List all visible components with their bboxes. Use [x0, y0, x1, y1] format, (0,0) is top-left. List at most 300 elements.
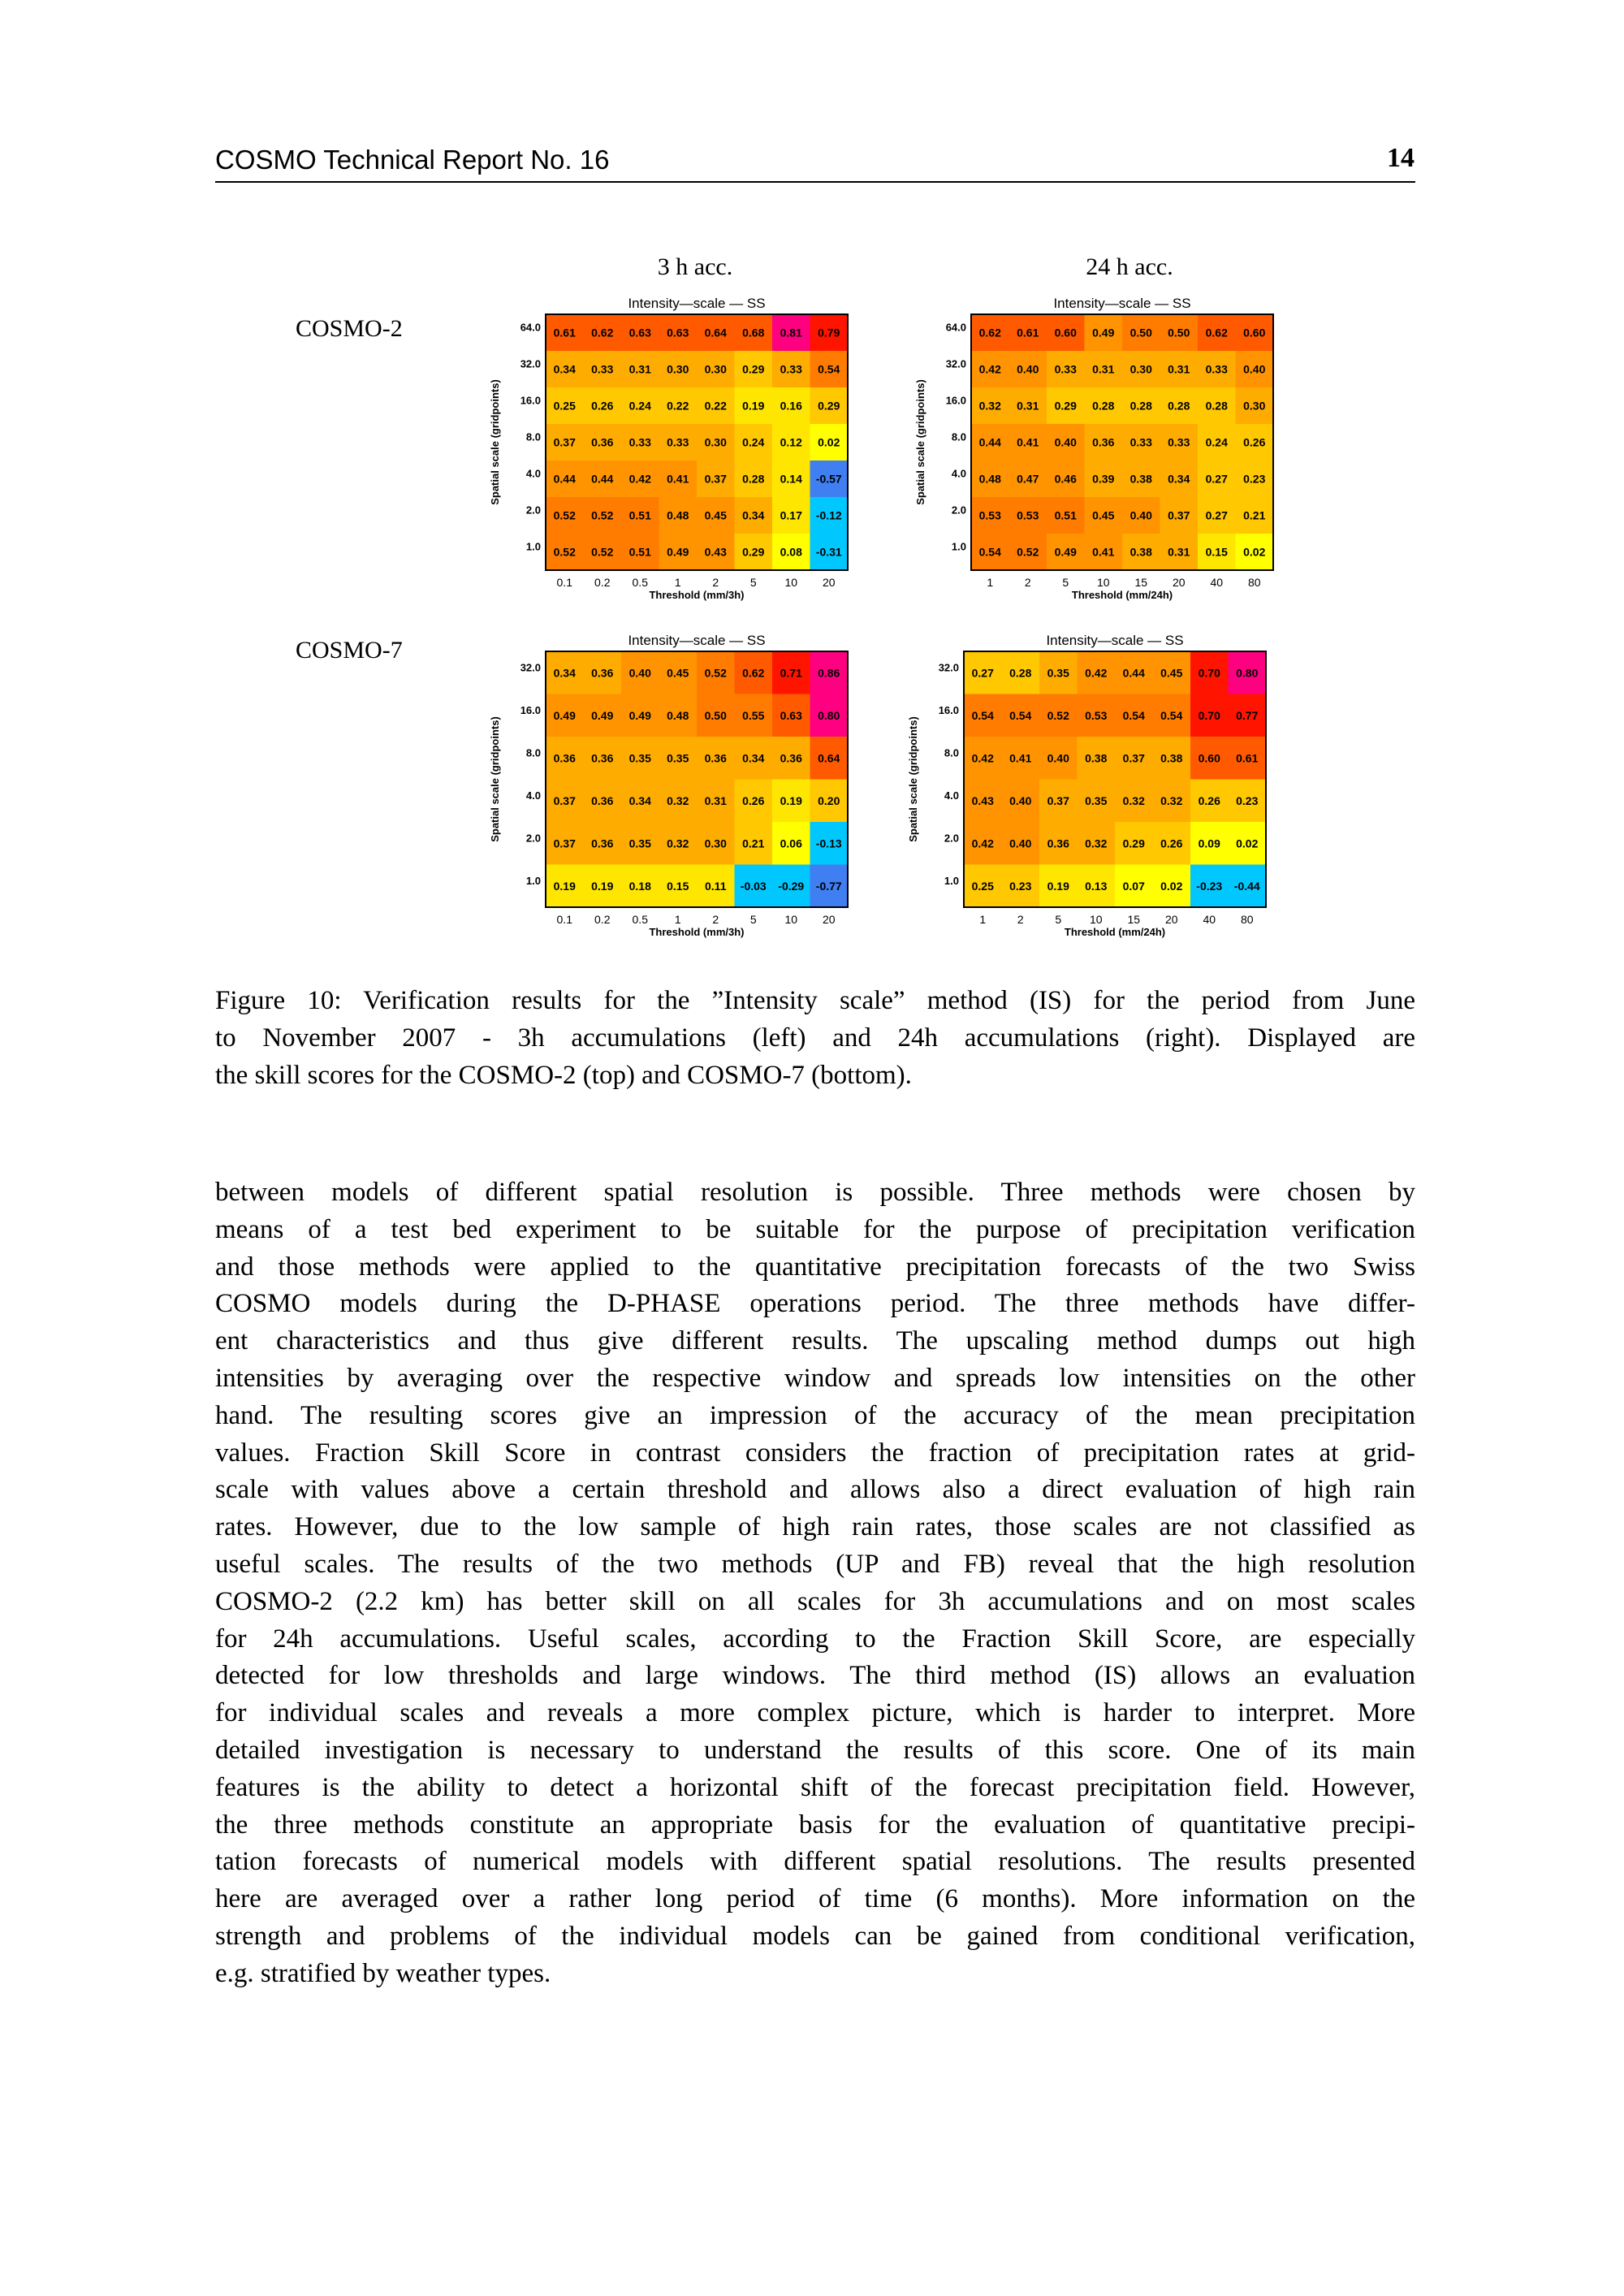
- x-tick-label: 40: [1203, 913, 1216, 926]
- heatmap-cosmo2-24h: [906, 282, 1296, 627]
- body-line: intensities by averaging over the respective window and spreads low intensities on the other: [215, 1363, 1415, 1393]
- y-tick-label: 4.0: [944, 789, 959, 802]
- cell-value-label: 0.52: [591, 545, 614, 559]
- cell-value-label: 0.48: [667, 508, 689, 522]
- x-tick-label: 2: [712, 576, 719, 589]
- cell-value-label: 0.23: [1236, 793, 1259, 807]
- cell-value-label: 0.41: [1017, 435, 1039, 449]
- cell-value-label: 0.30: [1129, 362, 1152, 376]
- cell-value-label: 0.27: [1205, 508, 1228, 522]
- cell-value-label: 0.30: [704, 362, 727, 376]
- body-line: ent characteristics and thus give different results. The upscaling method dumps out high: [215, 1326, 1415, 1356]
- cell-value-label: 0.40: [1129, 508, 1152, 522]
- cell-value-label: 0.40: [1054, 435, 1077, 449]
- cell-value-label: 0.32: [1122, 793, 1145, 807]
- caption-line: Figure 10: Verification results for the ”Intensity scale” method (IS) for the period from June: [215, 986, 1415, 1015]
- cell-value-label: 0.12: [780, 435, 802, 449]
- x-tick-label: 80: [1240, 913, 1254, 926]
- column-title-3h: 3 h acc.: [657, 253, 733, 280]
- cell-value-label: 0.42: [971, 751, 994, 765]
- cell-value-label: 0.38: [1129, 472, 1152, 486]
- body-line: means of a test bed experiment to be suitable for the purpose of precipitation verification: [215, 1214, 1415, 1244]
- cell-value-label: 0.60: [1054, 326, 1077, 339]
- cell-value-label: 0.23: [1009, 879, 1032, 893]
- cell-value-label: 0.34: [553, 666, 576, 680]
- y-tick-label: 4.0: [951, 467, 966, 480]
- cell-value-label: 0.33: [1129, 435, 1152, 449]
- cell-value-label: 0.15: [667, 879, 689, 893]
- cell-value-label: 0.62: [1205, 326, 1228, 339]
- cell-value-label: 0.47: [1017, 472, 1039, 486]
- cell-value-label: 0.53: [1085, 708, 1108, 722]
- cell-value-label: 0.80: [818, 708, 840, 722]
- cell-value-label: 0.54: [978, 545, 1001, 559]
- cell-value-label: 0.42: [971, 837, 994, 850]
- cell-value-label: 0.33: [780, 362, 802, 376]
- heatmap-svg: [906, 282, 1296, 623]
- cell-value-label: 0.08: [780, 545, 802, 559]
- cell-value-label: 0.34: [742, 508, 765, 522]
- cell-value-label: 0.32: [1085, 837, 1108, 850]
- cell-value-label: 0.45: [1160, 666, 1183, 680]
- cell-value-label: 0.40: [1017, 362, 1039, 376]
- cell-value-label: 0.40: [1009, 793, 1032, 807]
- x-tick-label: 0.5: [632, 576, 648, 589]
- cell-value-label: 0.46: [1054, 472, 1077, 486]
- y-tick-label: 1.0: [944, 874, 959, 887]
- figure-caption: [215, 983, 1415, 1094]
- cell-value-label: 0.34: [628, 793, 651, 807]
- cell-value-label: 0.22: [667, 399, 689, 413]
- cell-value-label: 0.21: [1243, 508, 1266, 522]
- y-axis-label: Spatial scale (gridpoints): [914, 379, 926, 505]
- cell-value-label: -0.12: [815, 508, 842, 522]
- cell-value-label: 0.63: [780, 708, 802, 722]
- cell-value-label: 0.30: [1243, 399, 1266, 413]
- cell-value-label: 0.50: [1129, 326, 1152, 339]
- y-tick-label: 16.0: [945, 394, 966, 407]
- body-line: values. Fraction Skill Score in contrast considers the fraction of precipitation rates at grid-: [215, 1438, 1415, 1468]
- cell-value-label: 0.19: [591, 879, 614, 893]
- cell-value-label: 0.33: [667, 435, 689, 449]
- y-axis-label: Spatial scale (gridpoints): [489, 716, 501, 842]
- cell-value-label: 0.44: [978, 435, 1001, 449]
- page-number: 14: [1387, 143, 1415, 173]
- x-axis-label: Threshold (mm/3h): [649, 589, 745, 601]
- y-tick-label: 32.0: [520, 357, 541, 370]
- cell-value-label: 0.60: [1243, 326, 1266, 339]
- x-tick-label: 0.1: [556, 576, 572, 589]
- y-tick-label: 1.0: [951, 540, 966, 553]
- cell-value-label: 0.14: [780, 472, 802, 486]
- cell-value-label: 0.44: [591, 472, 614, 486]
- cell-value-label: 0.63: [628, 326, 651, 339]
- cell-value-label: -0.77: [815, 879, 842, 893]
- column-title-24h: 24 h acc.: [1086, 253, 1173, 280]
- y-tick-label: 2.0: [951, 504, 966, 517]
- cell-value-label: 0.23: [1243, 472, 1266, 486]
- y-tick-label: 4.0: [525, 789, 541, 802]
- cell-value-label: 0.02: [818, 435, 840, 449]
- cell-value-label: 0.54: [1009, 708, 1032, 722]
- cell-value-label: 0.49: [1054, 545, 1077, 559]
- body-line: for 24h accumulations. Useful scales, according to the Fraction Skill Score, are especially: [215, 1624, 1415, 1654]
- cell-value-label: 0.49: [667, 545, 689, 559]
- cell-value-label: 0.32: [667, 793, 689, 807]
- body-line: features is the ability to detect a horizontal shift of the forecast precipitation field. However,: [215, 1772, 1415, 1802]
- cell-value-label: 0.61: [1236, 751, 1259, 765]
- body-line: useful scales. The results of the two methods (UP and FB) reveal that the high resolution: [215, 1549, 1415, 1579]
- x-tick-label: 20: [1164, 913, 1178, 926]
- y-tick-label: 8.0: [951, 430, 966, 443]
- cell-value-label: 0.55: [742, 708, 765, 722]
- cell-value-label: 0.09: [1198, 837, 1220, 850]
- cell-value-label: 0.32: [667, 837, 689, 850]
- x-tick-label: 5: [1062, 576, 1069, 589]
- cell-value-label: 0.32: [978, 399, 1001, 413]
- cell-value-label: 0.36: [704, 751, 727, 765]
- cell-value-label: 0.36: [591, 666, 614, 680]
- cell-value-label: 0.37: [704, 472, 727, 486]
- cell-value-label: 0.11: [705, 879, 727, 893]
- body-line: detected for low thresholds and large windows. The third method (IS) allows an evaluation: [215, 1661, 1415, 1691]
- cell-value-label: 0.24: [1205, 435, 1228, 449]
- cell-value-label: 0.71: [780, 666, 802, 680]
- cell-value-label: -0.29: [778, 879, 805, 893]
- cell-value-label: 0.52: [591, 508, 614, 522]
- cell-value-label: 0.07: [1122, 879, 1145, 893]
- cell-value-label: 0.70: [1198, 666, 1220, 680]
- cell-value-label: 0.48: [667, 708, 689, 722]
- cell-value-label: 0.25: [971, 879, 994, 893]
- cell-value-label: 0.33: [1205, 362, 1228, 376]
- cell-value-label: 0.27: [1205, 472, 1228, 486]
- cell-value-label: -0.57: [815, 472, 842, 486]
- cell-value-label: 0.27: [971, 666, 994, 680]
- cell-value-label: 0.68: [742, 326, 765, 339]
- cell-value-label: 0.26: [742, 793, 765, 807]
- cell-value-label: 0.36: [591, 837, 614, 850]
- cell-value-label: 0.36: [591, 793, 614, 807]
- cell-value-label: 0.38: [1085, 751, 1108, 765]
- x-tick-label: 0.2: [594, 576, 611, 589]
- cell-value-label: 0.30: [667, 362, 689, 376]
- row-label-cosmo7: COSMO-7: [296, 637, 403, 664]
- cell-value-label: -0.03: [740, 879, 767, 893]
- x-tick-label: 20: [1172, 576, 1186, 589]
- cell-value-label: 0.52: [553, 508, 576, 522]
- body-line: detailed investigation is necessary to understand the results of this score. One of its main: [215, 1735, 1415, 1765]
- body-line: hand. The resulting scores give an impression of the accuracy of the mean precipitation: [215, 1400, 1415, 1430]
- cell-value-label: 0.37: [1047, 793, 1069, 807]
- cell-value-label: 0.62: [591, 326, 614, 339]
- y-tick-label: 32.0: [938, 661, 959, 674]
- cell-value-label: 0.49: [628, 708, 651, 722]
- x-tick-label: 1: [987, 576, 994, 589]
- cell-value-label: 0.34: [1168, 472, 1190, 486]
- cell-value-label: 0.35: [628, 751, 651, 765]
- cell-value-label: 0.36: [553, 751, 576, 765]
- x-tick-label: 20: [822, 913, 836, 926]
- cell-value-label: -0.44: [1233, 879, 1260, 893]
- x-tick-label: 80: [1247, 576, 1261, 589]
- cell-value-label: 0.19: [1047, 879, 1069, 893]
- body-line: strength and problems of the individual models can be gained from conditional verification,: [215, 1921, 1415, 1951]
- cell-value-label: 0.34: [553, 362, 576, 376]
- body-line: e.g. stratified by weather types.: [215, 1958, 551, 1988]
- cell-value-label: 0.29: [1054, 399, 1077, 413]
- cell-value-label: 0.02: [1236, 837, 1259, 850]
- y-tick-label: 1.0: [525, 540, 541, 553]
- cell-value-label: 0.42: [978, 362, 1001, 376]
- body-line: tation forecasts of numerical models with different spatial resolutions. The results presented: [215, 1847, 1415, 1877]
- y-axis-label: Spatial scale (gridpoints): [907, 716, 919, 842]
- cell-value-label: 0.19: [742, 399, 765, 413]
- cell-value-label: 0.29: [818, 399, 840, 413]
- cell-value-label: 0.28: [1092, 399, 1115, 413]
- cell-value-label: -0.23: [1196, 879, 1223, 893]
- cell-value-label: 0.37: [1122, 751, 1145, 765]
- cell-value-label: 0.19: [553, 879, 576, 893]
- cell-value-label: 0.30: [704, 837, 727, 850]
- x-tick-label: 5: [1055, 913, 1062, 926]
- body-line: scale with values above a certain threshold and allows also a direct evaluation of high rain: [215, 1475, 1415, 1505]
- cell-value-label: 0.51: [628, 545, 651, 559]
- x-tick-label: 2: [1024, 576, 1031, 589]
- cell-value-label: 0.77: [1236, 708, 1259, 722]
- cell-value-label: 0.38: [1160, 751, 1183, 765]
- cell-value-label: 0.79: [818, 326, 840, 339]
- row-label-cosmo2: COSMO-2: [296, 315, 403, 342]
- body-line: for individual scales and reveals a more complex picture, which is harder to interpret. More: [215, 1698, 1415, 1728]
- x-tick-label: 10: [784, 913, 798, 926]
- cell-value-label: 0.13: [1085, 879, 1108, 893]
- cell-value-label: 0.26: [1243, 435, 1266, 449]
- y-tick-label: 32.0: [945, 357, 966, 370]
- x-tick-label: 10: [1089, 913, 1103, 926]
- x-tick-label: 2: [712, 913, 719, 926]
- y-tick-label: 1.0: [525, 874, 541, 887]
- cell-value-label: 0.02: [1160, 879, 1183, 893]
- cell-value-label: 0.45: [667, 666, 689, 680]
- cell-value-label: 0.26: [1160, 837, 1183, 850]
- y-tick-label: 64.0: [945, 321, 966, 334]
- cell-value-label: 0.33: [628, 435, 651, 449]
- y-tick-label: 4.0: [525, 467, 541, 480]
- cell-value-label: 0.41: [1009, 751, 1032, 765]
- x-tick-label: 40: [1210, 576, 1224, 589]
- cell-value-label: 0.36: [591, 751, 614, 765]
- cell-value-label: 0.06: [780, 837, 802, 850]
- y-axis-label: Spatial scale (gridpoints): [489, 379, 501, 505]
- cell-value-label: 0.80: [1236, 666, 1259, 680]
- cell-value-label: 0.50: [704, 708, 727, 722]
- cell-value-label: 0.49: [591, 708, 614, 722]
- cell-value-label: 0.81: [780, 326, 802, 339]
- cell-value-label: 0.20: [818, 793, 840, 807]
- cell-value-label: 0.35: [667, 751, 689, 765]
- cell-value-label: 0.31: [1017, 399, 1039, 413]
- cell-value-label: 0.50: [1168, 326, 1190, 339]
- cell-value-label: 0.35: [1047, 666, 1069, 680]
- x-tick-label: 10: [784, 576, 798, 589]
- cell-value-label: 0.31: [1168, 362, 1190, 376]
- cell-value-label: 0.24: [628, 399, 651, 413]
- cell-value-label: 0.45: [1092, 508, 1115, 522]
- cell-value-label: -0.13: [815, 837, 842, 850]
- caption-line: to November 2007 - 3h accumulations (left) and 24h accumulations (right). Displayed are: [215, 1023, 1415, 1053]
- cell-value-label: 0.41: [667, 472, 689, 486]
- cell-value-label: 0.31: [628, 362, 651, 376]
- cell-value-label: 0.37: [553, 435, 576, 449]
- x-tick-label: 2: [1017, 913, 1024, 926]
- cell-value-label: 0.62: [742, 666, 765, 680]
- cell-value-label: 0.61: [1017, 326, 1039, 339]
- heatmap-svg: [481, 282, 870, 623]
- caption-line: the skill scores for the COSMO-2 (top) and COSMO-7 (bottom).: [215, 1060, 912, 1090]
- chart-title: Intensity—scale — SS: [1046, 633, 1184, 648]
- body-line: between models of different spatial resolution is possible. Three methods were chosen by: [215, 1178, 1415, 1207]
- cell-value-label: 0.36: [1092, 435, 1115, 449]
- x-axis-label: Threshold (mm/3h): [649, 926, 745, 938]
- cell-value-label: 0.25: [553, 399, 576, 413]
- x-tick-label: 1: [674, 576, 681, 589]
- cell-value-label: 0.34: [742, 751, 765, 765]
- heatmap-svg: [899, 619, 1289, 960]
- x-tick-label: 10: [1096, 576, 1110, 589]
- cell-value-label: 0.19: [780, 793, 802, 807]
- y-tick-label: 16.0: [938, 703, 959, 716]
- cell-value-label: 0.29: [742, 545, 765, 559]
- x-tick-label: 15: [1127, 913, 1141, 926]
- cell-value-label: -0.31: [815, 545, 842, 559]
- cell-value-label: 0.31: [1168, 545, 1190, 559]
- y-tick-label: 8.0: [525, 430, 541, 443]
- cell-value-label: 0.28: [1129, 399, 1152, 413]
- running-header-title: COSMO Technical Report No. 16: [215, 145, 610, 175]
- cell-value-label: 0.36: [1047, 837, 1069, 850]
- cell-value-label: 0.16: [780, 399, 802, 413]
- y-tick-label: 32.0: [520, 661, 541, 674]
- cell-value-label: 0.37: [553, 793, 576, 807]
- y-tick-label: 64.0: [520, 321, 541, 334]
- x-tick-label: 1: [674, 913, 681, 926]
- cell-value-label: 0.64: [704, 326, 727, 339]
- x-axis-label: Threshold (mm/24h): [1071, 589, 1173, 601]
- cell-value-label: 0.17: [780, 508, 802, 522]
- y-tick-label: 2.0: [525, 504, 541, 517]
- cell-value-label: 0.36: [780, 751, 802, 765]
- body-line: COSMO models during the D-PHASE operations period. The three methods have differ-: [215, 1289, 1415, 1319]
- cell-value-label: 0.29: [742, 362, 765, 376]
- cell-value-label: 0.44: [1122, 666, 1145, 680]
- cell-value-label: 0.28: [1168, 399, 1190, 413]
- x-axis-label: Threshold (mm/24h): [1064, 926, 1166, 938]
- y-tick-label: 8.0: [525, 746, 541, 759]
- y-tick-label: 8.0: [944, 746, 959, 759]
- cell-value-label: 0.37: [553, 837, 576, 850]
- cell-value-label: 0.41: [1092, 545, 1115, 559]
- cell-value-label: 0.32: [1160, 793, 1183, 807]
- body-line: here are averaged over a rather long period of time (6 months). More information on the: [215, 1884, 1415, 1914]
- cell-value-label: 0.49: [553, 708, 576, 722]
- cell-value-label: 0.35: [628, 837, 651, 850]
- cell-value-label: 0.51: [628, 508, 651, 522]
- x-tick-label: 0.5: [632, 913, 648, 926]
- x-tick-label: 15: [1134, 576, 1148, 589]
- cell-value-label: 0.18: [628, 879, 651, 893]
- x-tick-label: 0.1: [556, 913, 572, 926]
- cell-value-label: 0.51: [1054, 508, 1077, 522]
- cell-value-label: 0.54: [1160, 708, 1183, 722]
- cell-value-label: 0.28: [1205, 399, 1228, 413]
- cell-value-label: 0.33: [591, 362, 614, 376]
- cell-value-label: 0.62: [978, 326, 1001, 339]
- cell-value-label: 0.42: [1085, 666, 1108, 680]
- cell-value-label: 0.40: [628, 666, 651, 680]
- body-line: rates. However, due to the low sample of high rain rates, those scales are not classified as: [215, 1512, 1415, 1542]
- chart-title: Intensity—scale — SS: [628, 633, 766, 648]
- header-rule: [215, 181, 1415, 183]
- cell-value-label: 0.52: [1047, 708, 1069, 722]
- cell-value-label: 0.52: [553, 545, 576, 559]
- cell-value-label: 0.37: [1168, 508, 1190, 522]
- cell-value-label: 0.60: [1198, 751, 1220, 765]
- heatmap-cosmo7-3h: [481, 619, 870, 964]
- cell-value-label: 0.64: [818, 751, 840, 765]
- cell-value-label: 0.40: [1009, 837, 1032, 850]
- x-tick-label: 5: [749, 913, 757, 926]
- cell-value-label: 0.30: [704, 435, 727, 449]
- cell-value-label: 0.40: [1243, 362, 1266, 376]
- cell-value-label: 0.29: [1122, 837, 1145, 850]
- cell-value-label: 0.53: [1017, 508, 1039, 522]
- heatmap-cosmo2-3h: [481, 282, 870, 627]
- cell-value-label: 0.54: [818, 362, 840, 376]
- heatmap-cosmo7-24h: [899, 619, 1289, 964]
- cell-value-label: 0.33: [1054, 362, 1077, 376]
- y-tick-label: 16.0: [520, 394, 541, 407]
- x-tick-label: 1: [979, 913, 987, 926]
- cell-value-label: 0.26: [1198, 793, 1220, 807]
- cell-value-label: 0.21: [742, 837, 765, 850]
- chart-title: Intensity—scale — SS: [628, 296, 766, 311]
- body-paragraph: [215, 1174, 1415, 1993]
- chart-title: Intensity—scale — SS: [1053, 296, 1191, 311]
- cell-value-label: 0.52: [704, 666, 727, 680]
- cell-value-label: 0.02: [1243, 545, 1266, 559]
- cell-value-label: 0.28: [742, 472, 765, 486]
- cell-value-label: 0.15: [1205, 545, 1228, 559]
- cell-value-label: 0.31: [704, 793, 727, 807]
- body-line: COSMO-2 (2.2 km) has better skill on all scales for 3h accumulations and on most scales: [215, 1586, 1415, 1616]
- cell-value-label: 0.48: [978, 472, 1001, 486]
- cell-value-label: 0.86: [818, 666, 840, 680]
- x-tick-label: 0.2: [594, 913, 611, 926]
- cell-value-label: 0.52: [1017, 545, 1039, 559]
- cell-value-label: 0.42: [628, 472, 651, 486]
- cell-value-label: 0.36: [591, 435, 614, 449]
- body-line: and those methods were applied to the quantitative precipitation forecasts of the two Swiss: [215, 1252, 1415, 1282]
- cell-value-label: 0.31: [1092, 362, 1115, 376]
- cell-value-label: 0.39: [1092, 472, 1115, 486]
- cell-value-label: 0.26: [591, 399, 614, 413]
- cell-value-label: 0.54: [1122, 708, 1145, 722]
- heatmap-svg: [481, 619, 870, 960]
- body-line: the three methods constitute an appropriate basis for the evaluation of quantitative precipi-: [215, 1810, 1415, 1840]
- cell-value-label: 0.49: [1092, 326, 1115, 339]
- cell-value-label: 0.43: [704, 545, 727, 559]
